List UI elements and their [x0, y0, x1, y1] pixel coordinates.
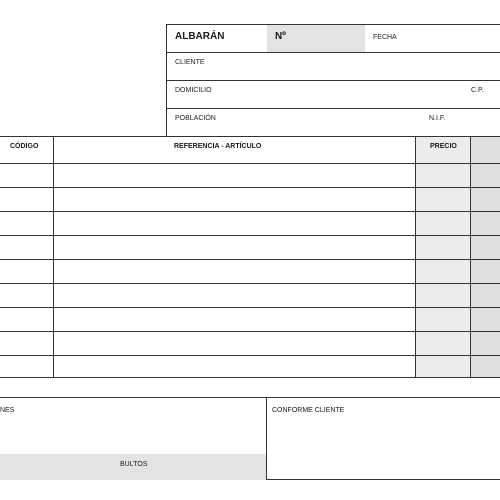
table-row-divider: [0, 235, 500, 236]
column-header-price: PRECIO: [430, 143, 457, 150]
nif-label: N.I.F.: [429, 115, 446, 122]
header-row-title: [167, 25, 500, 53]
postal-code-label: C.P.: [471, 87, 484, 94]
column-divider: [53, 137, 54, 377]
table-row-divider: [0, 211, 500, 212]
header-row-client[interactable]: [167, 53, 500, 81]
table-row-divider: [0, 307, 500, 308]
column-divider: [470, 137, 471, 377]
price-column-shade: [416, 137, 470, 377]
document-title: ALBARÁN: [175, 31, 225, 42]
date-label: FECHA: [373, 34, 397, 41]
column-header-reference: REFERENCIA - ARTÍCULO: [174, 143, 262, 150]
bultos-field[interactable]: [0, 454, 266, 480]
table-row-divider: [0, 355, 500, 356]
table-row-divider: [0, 187, 500, 188]
table-row-divider: [0, 283, 500, 284]
notes-label: NES: [0, 407, 15, 414]
table-row-divider: [0, 163, 500, 164]
table-row-divider: [0, 259, 500, 260]
header-row-address[interactable]: [167, 81, 500, 109]
number-label: Nº: [275, 31, 286, 42]
header-row-town[interactable]: [167, 109, 500, 137]
document-footer: [0, 397, 500, 480]
conform-client-label: CONFORME CLIENTE: [272, 407, 345, 414]
column-header-code: CÓDIGO: [10, 143, 39, 150]
table-row-divider: [0, 331, 500, 332]
bultos-label: BULTOS: [120, 461, 148, 468]
address-label: DOMICILIO: [175, 87, 212, 94]
client-label: CLIENTE: [175, 59, 205, 66]
town-label: POBLACIÓN: [175, 115, 216, 122]
column-divider: [415, 137, 416, 377]
items-table: [0, 136, 500, 378]
number-field[interactable]: [267, 25, 365, 52]
total-column-shade: [471, 137, 500, 377]
document-header: [166, 24, 500, 136]
footer-divider: [266, 398, 267, 479]
